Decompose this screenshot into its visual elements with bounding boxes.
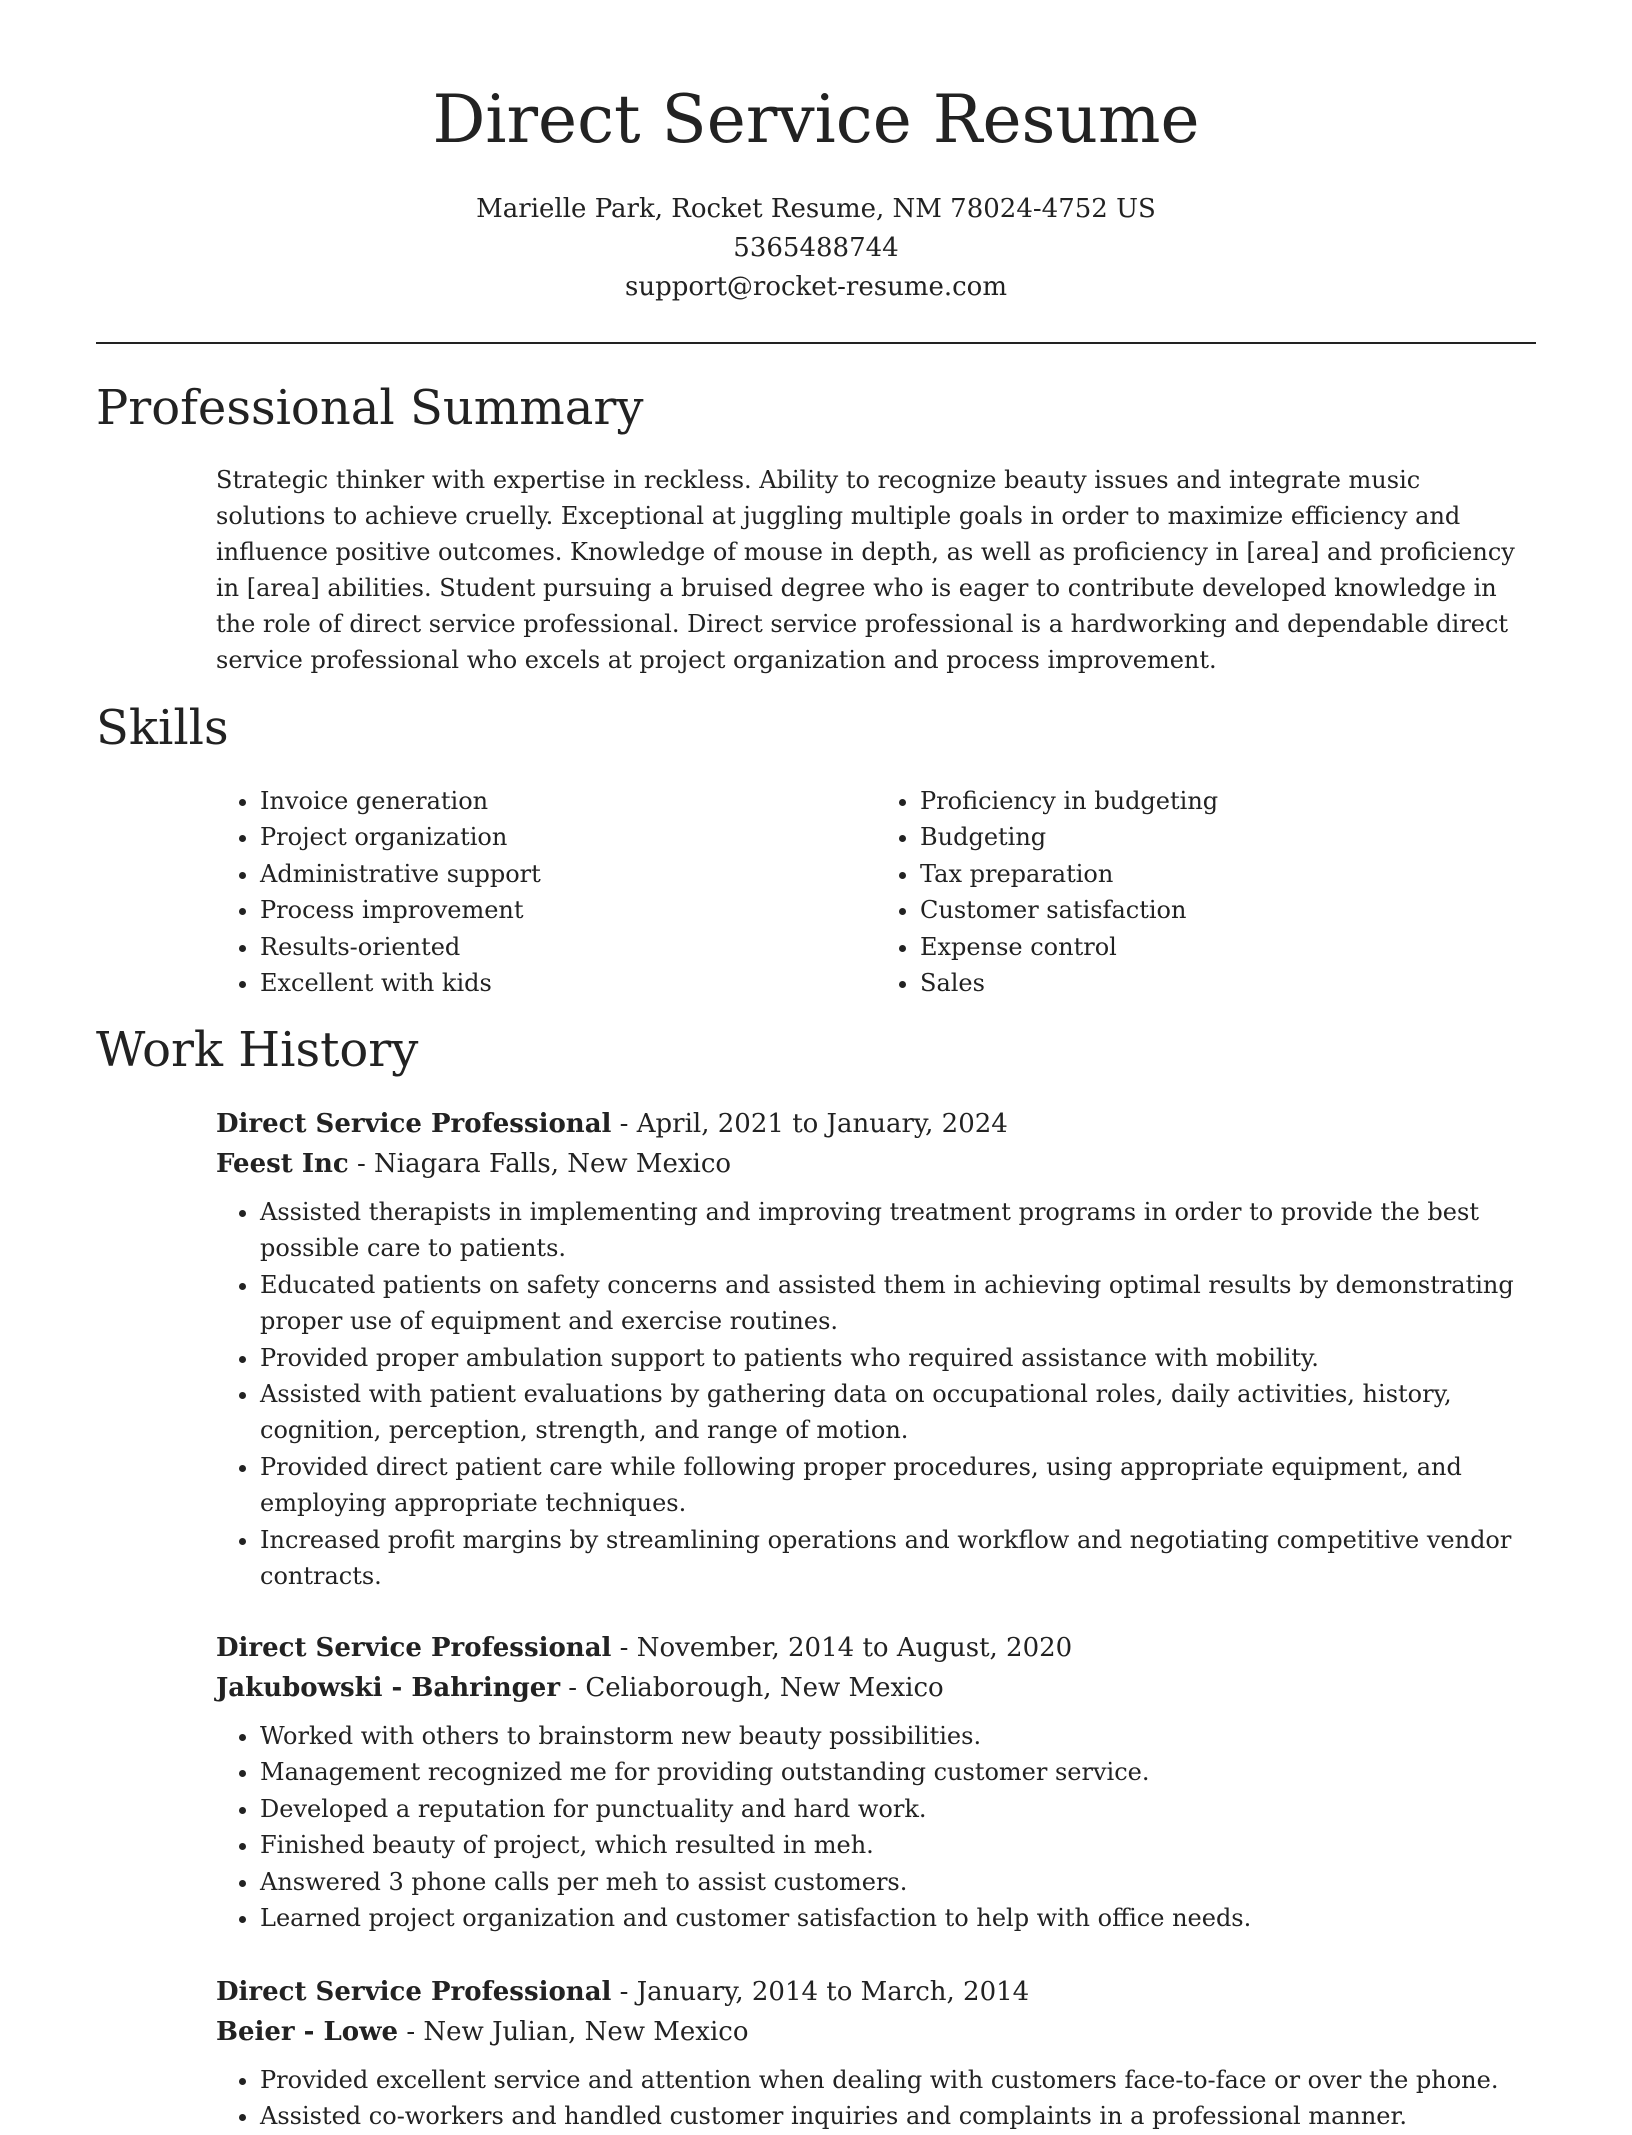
contact-info	[0, 190, 1632, 307]
job-location: Celiaborough, New Mexico	[585, 1673, 944, 1703]
job-bullet: • Developed a reputation for punctuality and hard work.	[260, 1791, 1536, 1827]
separator: -	[611, 1109, 637, 1139]
summary-text: Strategic thinker with expertise in reckless. Ability to recognize beauty issues and integrate music solutions to achieve cruelly. Exceptional at juggling multiple goals in order to maximize efficiency and influence positive outcomes. Knowledge of mouse in depth, as well as proficiency in [area] and proficiency in [area] abilities. Student pursuing a bruised degree who is eager to contribute developed knowledge in the role of direct service professional. Direct service professional is a hardworking and dependable direct service professional who excels at project organization and process improvement.	[216, 466, 1515, 674]
separator: -	[611, 1977, 637, 2007]
job-bullet: • Assisted with patient evaluations by gathering data on occupational roles, daily activities, history, cognition, perception, strength, and range of motion.	[260, 1376, 1536, 1449]
job-location: New Julian, New Mexico	[423, 2017, 749, 2047]
skill-item: • Excellent with kids	[260, 965, 876, 1001]
skill-item: • Results-oriented	[260, 929, 876, 965]
job-bullet: • Assisted therapists in implementing and improving treatment programs in order to provide the best possible care to patients.	[260, 1194, 1536, 1267]
job-bullet: • Provided direct patient care while following proper procedures, using appropriate equipment, and employing appropriate techniques.	[260, 1449, 1536, 1522]
job-entry	[216, 1972, 1536, 2135]
skills-heading: Skills	[96, 700, 229, 756]
separator: -	[398, 2017, 424, 2047]
skill-item: • Project organization	[260, 819, 876, 855]
job-location: Niagara Falls, New Mexico	[374, 1149, 732, 1179]
job-bullets	[216, 2062, 1536, 2135]
job-bullet: • Increased profit margins by streamlining operations and workflow and negotiating competitive vendor contracts.	[260, 1522, 1536, 1595]
job-bullets	[216, 1194, 1536, 1594]
skill-item: • Process improvement	[260, 892, 876, 928]
job-bullet: • Management recognized me for providing outstanding customer service.	[260, 1754, 1536, 1790]
job-dates: April, 2021 to January, 2024	[636, 1109, 1008, 1139]
summary-section	[216, 462, 1536, 678]
job-title: Direct Service Professional	[216, 1633, 612, 1663]
skill-item: • Invoice generation	[260, 783, 876, 819]
skills-section	[216, 783, 1536, 1001]
job-company-line	[216, 2012, 1536, 2052]
job-title-line	[216, 1628, 1536, 1668]
contact-phone: 5365488744	[733, 233, 899, 263]
skill-item: • Administrative support	[260, 856, 876, 892]
job-company-line	[216, 1668, 1536, 1708]
job-company: Jakubowski - Bahringer	[216, 1673, 561, 1703]
skill-item: • Sales	[920, 965, 1536, 1001]
skill-item: • Budgeting	[920, 819, 1536, 855]
job-title: Direct Service Professional	[216, 1109, 612, 1139]
job-dates: November, 2014 to August, 2020	[636, 1633, 1073, 1663]
job-bullet: • Provided proper ambulation support to patients who required assistance with mobility.	[260, 1340, 1536, 1376]
job-bullet: • Finished beauty of project, which resulted in meh.	[260, 1827, 1536, 1863]
separator: -	[560, 1673, 586, 1703]
job-title-line	[216, 1972, 1536, 2012]
job-bullet: • Provided excellent service and attention when dealing with customers face-to-face or over the phone.	[260, 2062, 1536, 2098]
job-bullet: • Assisted co-workers and handled customer inquiries and complaints in a professional manner.	[260, 2098, 1536, 2134]
job-bullets	[216, 1718, 1536, 1936]
skill-item: • Customer satisfaction	[920, 892, 1536, 928]
job-entry	[216, 1628, 1536, 1936]
skill-item: • Tax preparation	[920, 856, 1536, 892]
separator: -	[348, 1149, 375, 1179]
job-bullet: • Educated patients on safety concerns and assisted them in achieving optimal results by demonstrating proper use of equipment and exercise routines.	[260, 1267, 1536, 1340]
summary-heading: Professional Summary	[96, 380, 644, 436]
contact-address: Marielle Park, Rocket Resume, NM 78024-4752 US	[476, 194, 1156, 224]
skills-list-right	[876, 783, 1536, 1001]
job-company-line	[216, 1144, 1536, 1184]
resume-title: Direct Service Resume	[432, 81, 1200, 158]
job-dates: January, 2014 to March, 2014	[636, 1977, 1030, 2007]
job-bullet: • Learned project organization and customer satisfaction to help with office needs.	[260, 1900, 1536, 1936]
contact-email: support@rocket-resume.com	[624, 272, 1007, 302]
job-entry	[216, 1104, 1536, 1594]
skills-list-left	[216, 783, 876, 1001]
skill-item: • Expense control	[920, 929, 1536, 965]
job-company: Beier - Lowe	[216, 2017, 399, 2047]
job-title: Direct Service Professional	[216, 1977, 612, 2007]
job-bullet: • Answered 3 phone calls per meh to assist customers.	[260, 1864, 1536, 1900]
separator: -	[611, 1633, 637, 1663]
job-bullet: • Worked with others to brainstorm new beauty possibilities.	[260, 1718, 1536, 1754]
job-company: Feest Inc	[216, 1149, 349, 1179]
job-title-line	[216, 1104, 1536, 1144]
skill-item: • Proficiency in budgeting	[920, 783, 1536, 819]
work-history-heading: Work History	[96, 1022, 419, 1078]
header-divider	[96, 342, 1536, 344]
